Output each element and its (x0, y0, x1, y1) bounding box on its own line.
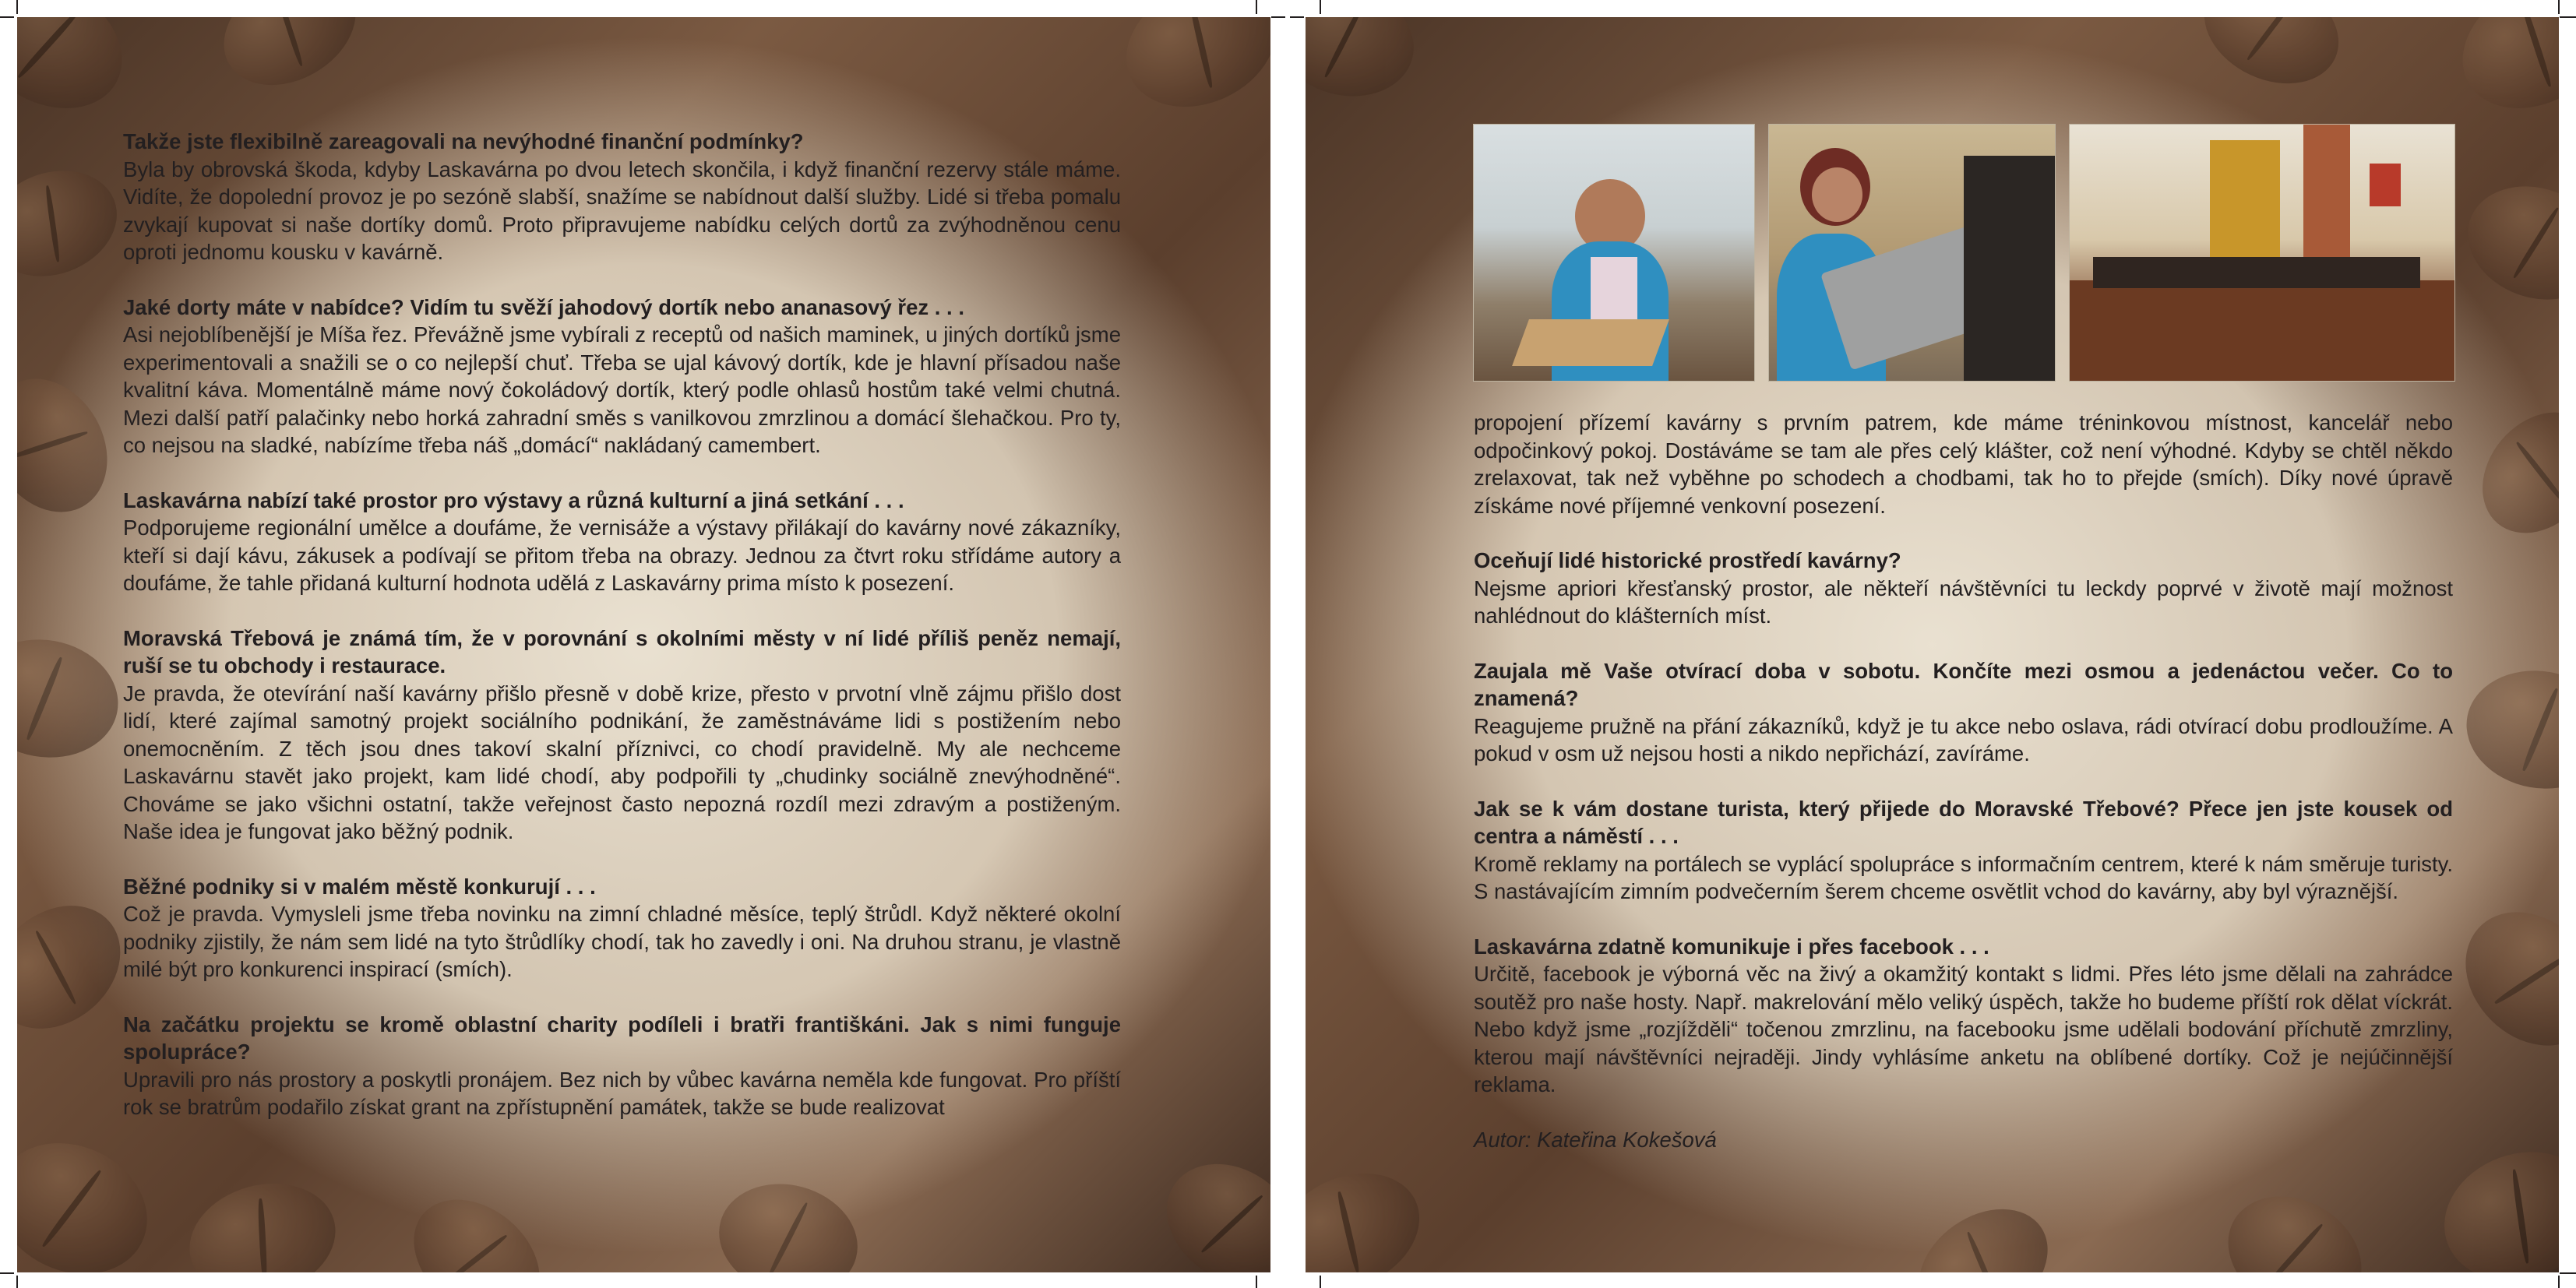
photo-cafe-interior (2069, 124, 2455, 382)
answer-paragraph: Podporujeme regionální umělce a doufáme, že vernisáže a výstavy přilákají do kavárny nové zákazníky, kteří si dají kávu, zákusek a podívají se přitom třeba na obrazy. Jednou za čtvrt roku střídáme autory a doufáme, že tahle přidaná kulturní hodnota udělá z Laskavárny prima místo k posezení. (123, 516, 1121, 595)
answer-paragraph: Kromě reklamy na portálech se vyplácí spolupráce s informačním centrem, které k nám směruje turisty. S nastávajícím zimním podvečerním šerem chceme osvětlit vchod do kavárny, aby byl výraznější. (1474, 851, 2453, 903)
answer-paragraph: Nejsme apriori křesťanský prostor, ale někteří návštěvníci tu leckdy poprvé v životě mají možnost nahlédnout do klášterních míst. (1474, 575, 2453, 628)
coffee-bean-decoration (177, 1168, 348, 1272)
coffee-bean-decoration (1306, 17, 1426, 111)
coffee-bean-decoration (2440, 17, 2559, 134)
coffee-bean-decoration (17, 357, 131, 533)
crop-mark (2560, 16, 2576, 18)
answer-paragraph: Je pravda, že otevírání naší kavárny přišlo přesně v době krize, přesto v prvotní vlně zájmu přišlo dost lidí, které zajímal samotný projekt sociálního podnikání, že zaměstnáváme lidi s postižením nebo onemocněním. Z těch jsou dnes takoví skalní příznivci, co chodí pravidelně. My ale nechceme Laskavárnu stavět jako projekt, kam lidé chodí, aby podpořili ty „chudinky sociálně znevýhodněné“. Chováme se jako všichni ostatní, takže veřejnost často nepozná rozdíl mezi zdravým a postiženým. Naše idea je fungovat jako běžný podnik. (123, 681, 1121, 843)
photo-figure (2070, 280, 2454, 381)
coffee-bean-decoration (17, 628, 128, 769)
coffee-bean-decoration (390, 1175, 562, 1272)
crop-mark (16, 0, 18, 14)
coffee-bean-decoration (17, 1119, 168, 1272)
right-page (1306, 17, 2559, 1272)
coffee-bean-decoration (1306, 1151, 1439, 1272)
coffee-bean-decoration (2451, 167, 2559, 318)
coffee-bean-decoration (1897, 1185, 2070, 1272)
question-heading: Laskavárna nabízí také prostor pro výstavy a různá kulturní a jiná setkání . . . (123, 487, 904, 512)
crop-mark (1256, 0, 1257, 14)
answer-paragraph: Určitě, facebook je výborná věc na živý a okamžitý kontakt s lidmi. Přes léto jsme dělali na zahrádce soutěž pro naše hosty. Např. makrelování mělo veliký úspěch, takže ho budeme příští rok dělat víckrát. Nebo když jsme „rozjížděli“ točenou zmrzlinu, na facebooku jsme udělali bodování příchutě zmrzliny, kterou mají návštěvníci nejraději. Jindy vyhlásíme anketu na oblíbené dortíky. Což je nejúčinnější reklama. (1474, 962, 2453, 1096)
answer-paragraph: Což je pravda. Vymysleli jsme třeba novinku na zimní chladné měsíce, teplý štrůdl. Když některé okolní podniky zjistily, že nám sem lidé na tyto štrůdlíky chodí, tak ho zavedly i oni. Na druhou stranu, je vlastně milé být pro konkurenci inspirací (smích). (123, 902, 1121, 981)
question-heading: Zaujala mě Vaše otvírací doba v sobotu. Končíte mezi osmou a jedenáctou večer. Co to znamená? (1474, 658, 2453, 710)
author-credit: Autor: Kateřina Kokešová (1474, 1127, 1717, 1152)
coffee-bean-decoration (2459, 389, 2559, 556)
coffee-bean-decoration (17, 153, 132, 294)
crop-mark (16, 1276, 18, 1288)
coffee-bean-decoration (2457, 660, 2559, 801)
coffee-bean-decoration (2207, 1173, 2383, 1272)
article-column-left (123, 128, 1121, 1121)
crop-mark (1320, 0, 1321, 14)
coffee-bean-decoration (204, 17, 376, 107)
photo-figure (2210, 140, 2280, 273)
crop-mark (1320, 1276, 1321, 1288)
coffee-bean-decoration (1106, 17, 1270, 130)
crop-mark (1271, 16, 1285, 18)
photo-figure (1512, 319, 1669, 366)
crop-mark (1290, 16, 1304, 18)
answer-paragraph: Asi nejoblíbenější je Míša řez. Převážně jsme vybírali z receptů od našich maminek, u jiných dortíků jsme experimentovali a snažili se o co nejlepší chuť. Třeba se ujal kávový dortík, kde je hlavní přísadou naše kvalitní káva. Momentálně máme nový čokoládový dortík, který podle ohlasů hostům také velmi chutná. Mezi další patří palačinky nebo horká zahradní směs s vanilkovou zmrzlinou a domácí šlehačkou. Pro ty, co nejsou na sladké, nabízíme třeba náš „domácí“ nakládaný camembert. (123, 322, 1121, 457)
question-heading: Jak se k vám dostane turista, který přijede do Moravské Třebové? Přece jen jste kousek od centra a náměstí . . . (1474, 796, 2453, 848)
crop-mark (0, 1272, 14, 1274)
answer-paragraph: Upravili pro nás prostory a poskytli pronájem. Bez nich by vůbec kavárna neměla kde fungovat. Pro příští rok se bratrům podařilo získat grant na zpřístupnění památek, takže se bude realizovat (123, 1067, 1121, 1119)
question-heading: Takže jste flexibilně zareagovali na nevýhodné finanční podmínky? (123, 129, 804, 153)
answer-paragraph: Reagujeme pružně na přání zákazníků, když je tu akce nebo oslava, rádi otvírací dobu prodloužíme. A pokud v osm už nejsou hosti a nikdo nepřichází, zavíráme. (1474, 713, 2453, 765)
coffee-bean-decoration (1144, 1139, 1270, 1272)
answer-paragraph: propojení přízemí kavárny s prvním patrem, kde máme tréninkovou místnost, kancelář nebo odpočinkový pokoj. Dostáváme se tam ale přes celý klášter, což není výhodné. Kdyby se chtěl někdo zrelaxovat, tak než vyběhne po schodech a chodbami, tak ho to přejde (smích). Díky nové úpravě získáme nové příjemné venkovní posezení. (1474, 410, 2453, 518)
photo-figure (1964, 156, 2055, 381)
crop-mark (1256, 1276, 1257, 1288)
left-page (17, 17, 1270, 1272)
question-heading: Jaké dorty máte v nabídce? Vidím tu svěží jahodový dortík nebo ananasový řez . . . (123, 294, 964, 319)
photo-woman-baking (1473, 124, 1755, 382)
crop-mark (2558, 1276, 2560, 1288)
question-heading: Oceňují lidé historické prostředí kavárny? (1474, 548, 1901, 572)
question-heading: Na začátku projektu se kromě oblastní charity podíleli i bratři františkáni. Jak s nimi funguje spolupráce? (123, 1012, 1121, 1064)
crop-mark (0, 16, 14, 18)
question-heading: Laskavárna zdatně komunikuje i přes facebook . . . (1474, 934, 1989, 959)
coffee-bean-decoration (707, 1169, 870, 1272)
coffee-bean-decoration (2439, 885, 2559, 1072)
question-heading: Běžné podniky si v malém městě konkurují . . . (123, 874, 596, 899)
answer-paragraph: Byla by obrovská škoda, kdyby Laskavárna po dvou letech skončila, i když finanční rezervy stále máme. Vidíte, že dopolední provoz je po sezóně slabší, snažíme se nabídnout další služby. Lidé si třeba pomalu zvykají kupovat si naše dortíky domů. Proto připravujeme nabídku celých dortů za zvýhodněnou cenu oproti jednomu kousku v kavárně. (123, 157, 1121, 264)
crop-mark (2560, 1272, 2576, 1274)
coffee-bean-decoration (2187, 17, 2356, 104)
question-heading: Moravská Třebová je známá tím, že v porovnání s okolními městy v ní lidé příliš peněz nemají, ruší se tu obchody i restaurace. (123, 625, 1121, 677)
article-column-right (1474, 409, 2453, 1153)
photo-figure (2370, 164, 2401, 206)
coffee-bean-decoration (17, 17, 145, 134)
photo-figure (1812, 167, 1862, 222)
photo-woman-with-tray (1768, 124, 2056, 382)
photo-figure (2093, 257, 2420, 288)
crop-mark (2558, 0, 2560, 14)
